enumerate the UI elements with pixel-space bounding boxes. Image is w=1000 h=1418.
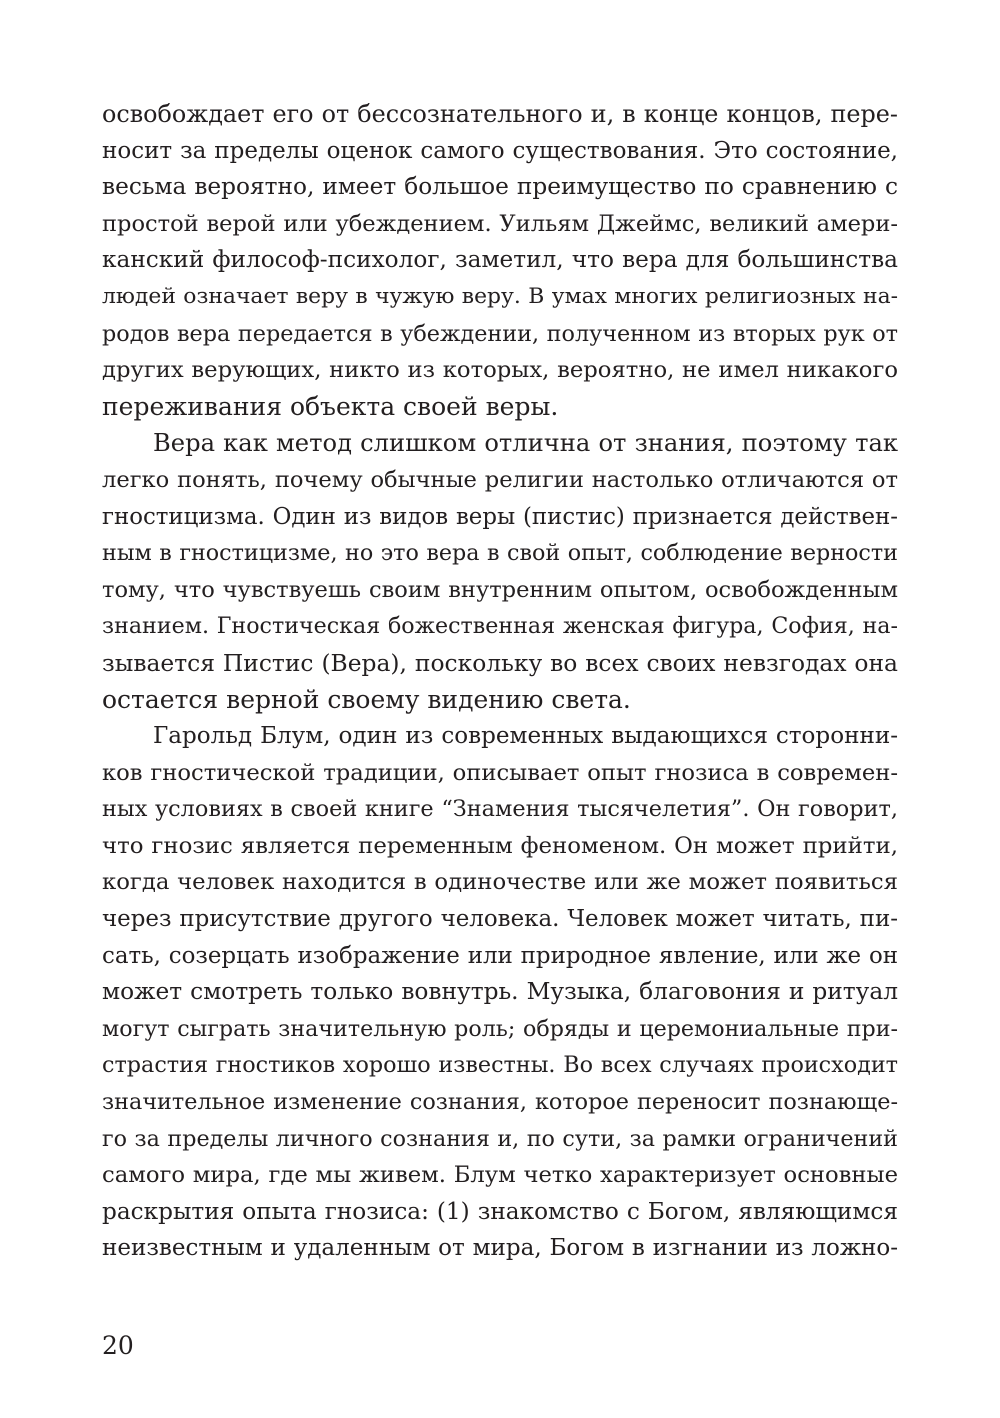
text-line: когда человек находится в одиночестве или же может появиться: [102, 869, 898, 896]
text-line: самого мира, где мы живем. Блум четко характеризует основные: [102, 1162, 898, 1189]
text-line: носит за пределы оценок самого существования. Это состояние,: [102, 137, 898, 164]
text-line: значительное изменение сознания, которое переносит познающе-: [102, 1089, 898, 1116]
text-line: тому, что чувствуешь своим внутренним опытом, освобожденным: [102, 576, 898, 603]
text-line: ных условиях в своей книге “Знамения тысячелетия”. Он говорит,: [102, 796, 898, 823]
text-line: го за пределы личного сознания и, по сути, за рамки ограничений: [102, 1125, 898, 1152]
text-line: весьма вероятно, имеет большое преимущество по сравнению с: [102, 173, 898, 201]
text-line: что гнозис является переменным феноменом. Он может прийти,: [102, 832, 898, 859]
text-line: сать, созерцать изображение или природное явление, или же он: [102, 942, 898, 969]
text-line: гностицизма. Один из видов веры (пистис) признается действен-: [102, 503, 898, 530]
text-line: через присутствие другого человека. Человек может читать, пи-: [102, 906, 898, 933]
text-line: остается верной своему видению света.: [102, 684, 631, 714]
text-line: родов вера передается в убеждении, полученном из вторых рук от: [102, 320, 898, 347]
text-line: ным в гностицизме, но это вера в свой опыт, соблюдение верности: [102, 540, 898, 567]
text-line: легко понять, почему обычные религии настолько отличаются от: [102, 466, 898, 493]
text-line: знанием. Гностическая божественная женская фигура, София, на-: [102, 613, 898, 640]
text-line: неизвестным и удаленным от мира, Богом в изгнании из ложно-: [102, 1235, 898, 1262]
text-line: людей означает веру в чужую веру. В умах многих религиозных на-: [102, 283, 898, 309]
text-line: могут сыграть значительную роль; обряды и церемониальные при-: [102, 1015, 898, 1042]
text-line: простой верой или убеждением. Уильям Джеймс, великий амери-: [102, 210, 898, 237]
text-line: зывается Пистис (Вера), поскольку во всех своих невзгодах она: [102, 648, 898, 677]
page-number: 20: [102, 1331, 134, 1360]
text-line: переживания объекта своей веры.: [102, 391, 559, 421]
body-text: [102, 96, 898, 1267]
text-line: раскрытия опыта гнозиса: (1) знакомство с Богом, являющимся: [102, 1197, 898, 1225]
text-line: других верующих, никто из которых, вероятно, не имел никакого: [102, 357, 898, 384]
text-line: Гарольд Блум, один из современных выдающихся сторонни-: [153, 723, 898, 750]
text-line: освобождает его от бессознательного и, в конце концов, пере-: [102, 100, 898, 128]
text-line: Вера как метод слишком отлична от знания, поэтому так: [153, 429, 898, 458]
text-line: ков гностической традиции, описывает опыт гнозиса в современ-: [102, 759, 898, 786]
text-line: может смотреть только вовнутрь. Музыка, благовония и ритуал: [102, 978, 898, 1006]
text-line: канский философ-психолог, заметил, что вера для большинства: [102, 246, 898, 274]
text-line: страстия гностиков хорошо известны. Во всех случаях происходит: [102, 1052, 898, 1079]
